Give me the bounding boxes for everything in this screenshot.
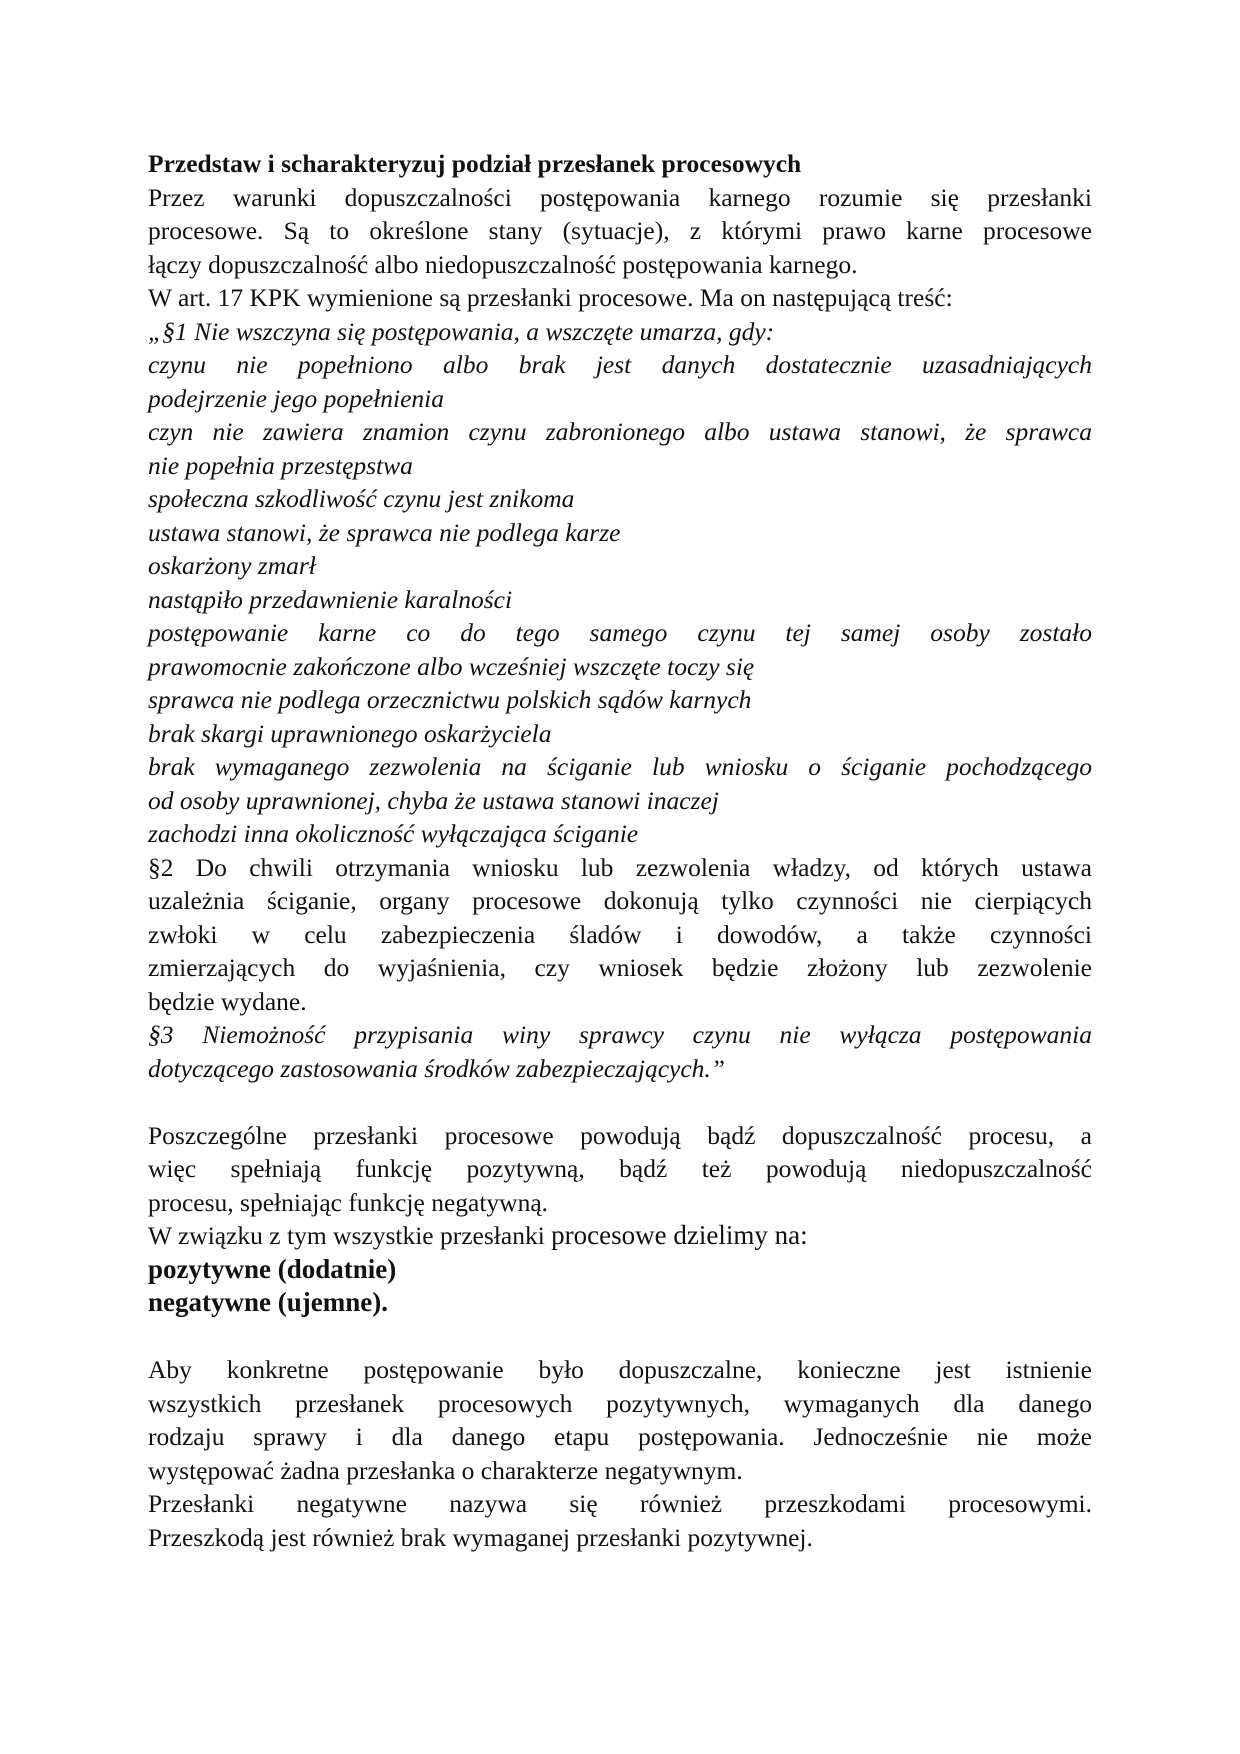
article-par1-line: postępowanie karne co do tego samego czynu tej samej osoby zostało: [148, 618, 1092, 647]
article-par1-line: prawomocnie zakończone albo wcześniej wszczęte toczy się: [148, 651, 755, 681]
article-par1-line: nie popełnia przestępstwa: [148, 450, 413, 480]
closing-line: Aby konkretne postępowanie było dopuszczalne, konieczne jest istnienie: [148, 1355, 1092, 1384]
closing-line: Przeszkodą jest również brak wymaganej przesłanki pozytywnej.: [148, 1522, 813, 1552]
article-par2-line: uzależnia ściganie, organy procesowe dokonują tylko czynności nie cierpiących: [148, 886, 1092, 915]
article-par1-line: zachodzi inna okoliczność wyłączająca ściganie: [148, 819, 639, 848]
article-par1-line: ustawa stanowi, że sprawca nie podlega karze: [148, 517, 621, 547]
article-par1-line: sprawca nie podlega orzecznictwu polskich sądów karnych: [148, 685, 752, 714]
document-title: Przedstaw i scharakteryzuj podział przesłanek procesowych: [148, 149, 802, 178]
intro-line: procesowe. Są to określone stany (sytuacje), z którymi prawo karne procesowe: [148, 216, 1092, 245]
article-par1-line: oskarżony zmarł: [148, 551, 316, 580]
intro-line: Przez warunki dopuszczalności postępowania karnego rozumie się przesłanki: [148, 182, 1092, 212]
article-par1-line: podejrzenie jego popełnienia: [148, 383, 445, 413]
article-par1-line: brak skargi uprawnionego oskarżyciela: [148, 718, 552, 748]
division-lead-emphasis: procesowe dzielimy na:: [551, 1220, 808, 1250]
intro-line: łączy dopuszczalność albo niedopuszczalność postępowania karnego.: [148, 249, 858, 279]
article-par1-line: czynu nie popełniono albo brak jest danych dostatecznie uzasadniających: [148, 350, 1092, 379]
closing-line: wszystkich przesłanek procesowych pozytywnych, wymaganych dla danego: [148, 1388, 1092, 1418]
division-lead: [148, 1219, 1092, 1253]
closing-line: rodzaju sprawy i dla danego etapu postępowania. Jednocześnie nie może: [148, 1422, 1092, 1451]
article-par2-line: zwłoki w celu zabezpieczenia śladów i dowodów, a także czynności: [148, 919, 1092, 949]
article-par1-line: nastąpiło przedawnienie karalności: [148, 584, 513, 614]
functions-line: Poszczególne przesłanki procesowe powodują bądź dopuszczalność procesu, a: [148, 1120, 1092, 1150]
paragraph-gap: [148, 1320, 1092, 1354]
division-item: negatywne (ujemne).: [148, 1287, 388, 1317]
article-par1-line: „§1 Nie wszczyna się postępowania, a wszczęte umarza, gdy:: [148, 316, 775, 346]
article-par1-line: od osoby uprawnionej, chyba że ustawa stanowi inaczej: [148, 785, 719, 815]
intro-line: W art. 17 KPK wymienione są przesłanki procesowe. Ma on następującą treść:: [148, 283, 953, 312]
article-par2-line: będzie wydane.: [148, 986, 307, 1016]
article-par3-line: dotyczącego zastosowania środków zabezpieczających.”: [148, 1053, 725, 1083]
paragraph-gap: [148, 1085, 1092, 1119]
article-par2-line: §2 Do chwili otrzymania wniosku lub zezwolenia władzy, od których ustawa: [148, 852, 1092, 882]
closing-line: występować żadna przesłanka o charakterze negatywnym.: [148, 1455, 743, 1485]
division-lead-text: W związku z tym wszystkie przesłanki: [148, 1221, 552, 1250]
functions-line: więc spełniają funkcję pozytywną, bądź też powodują niedopuszczalność: [148, 1154, 1092, 1183]
document-page: [148, 147, 1092, 1554]
article-par1-line: czyn nie zawiera znamion czynu zabronionego albo ustawa stanowi, że sprawca: [148, 417, 1092, 446]
article-par3-line: §3 Niemożność przypisania winy sprawcy czynu nie wyłącza postępowania: [148, 1020, 1092, 1049]
article-par1-line: brak wymaganego zezwolenia na ściganie lub wniosku o ściganie pochodzącego: [148, 752, 1092, 781]
closing-line: Przesłanki negatywne nazywa się również przeszkodami procesowymi.: [148, 1489, 1092, 1518]
article-par1-line: społeczna szkodliwość czynu jest znikoma: [148, 484, 575, 513]
functions-line: procesu, spełniając funkcję negatywną.: [148, 1187, 549, 1217]
division-item: pozytywne (dodatnie): [148, 1253, 397, 1284]
article-par2-line: zmierzających do wyjaśnienia, czy wniosek będzie złożony lub zezwolenie: [148, 953, 1092, 982]
